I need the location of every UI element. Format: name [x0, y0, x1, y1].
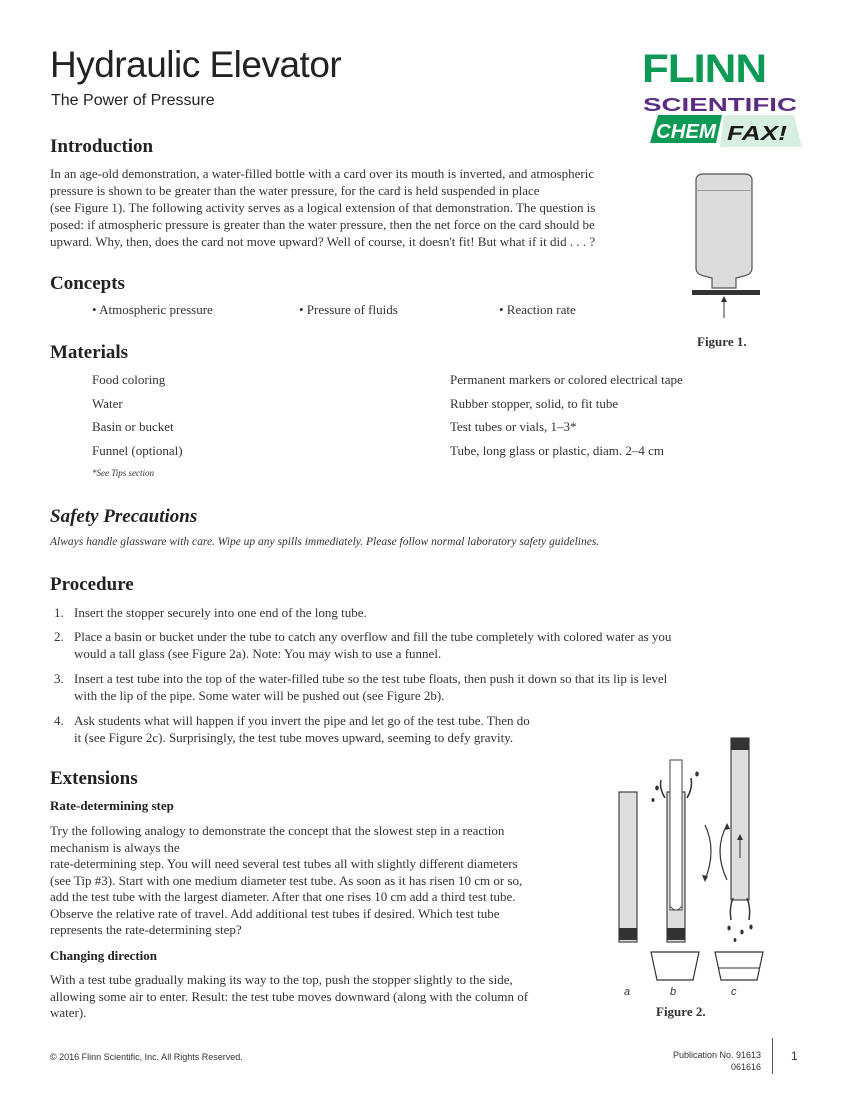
ext-line: allowing some air to enter. Result: the test tube moves downward (along with the column of — [50, 988, 529, 1004]
procedure-heading: Procedure — [50, 574, 134, 595]
material-item: Basin or bucket — [92, 419, 174, 434]
rate-determining-text — [50, 823, 595, 939]
tube-c — [727, 738, 752, 942]
ext-line: (see Tip #3). Start with one medium diameter test tube. As soon as it has risen 10 cm or so, — [50, 872, 523, 888]
step-number: 1. — [54, 605, 64, 620]
step-line: Insert the stopper securely into one end of the long tube. — [74, 605, 367, 620]
intro-line: In an age-old demonstration, a water-filled bottle with a card over its mouth is inverted, and atmospheric — [50, 166, 595, 181]
logo-scientific-text: SCIENTIFIC — [643, 95, 797, 115]
extensions-heading: Extensions — [50, 768, 138, 789]
concept-item: • Pressure of fluids — [299, 302, 398, 317]
ext-line: represents the rate-determining step? — [50, 922, 242, 937]
material-item: Rubber stopper, solid, to fit tube — [450, 396, 619, 411]
ext-line: rate-determining step. You will need several test tubes all with slightly different diameters — [50, 856, 518, 871]
material-item: Test tubes or vials, 1–3* — [450, 419, 577, 434]
intro-line: upward. Why, then, does the card not move upward? Well of course, it doesn't fit! But what if it did . . . ? — [50, 234, 596, 249]
page-number: 1 — [791, 1049, 798, 1063]
page-title: Hydraulic Elevator — [50, 44, 342, 85]
figure-2-label-b: b — [670, 986, 677, 998]
materials-note: *See Tips section — [92, 468, 154, 478]
publication-code: 061616 — [730, 1062, 761, 1072]
tube-a — [619, 792, 637, 942]
ext-line: water). — [50, 1005, 87, 1020]
intro-line: posed: if atmospheric pressure is greater than the water pressure, then the net force on the card should be — [50, 217, 595, 232]
arrow-head — [721, 296, 727, 302]
introduction-heading: Introduction — [50, 136, 154, 157]
introduction-text — [50, 165, 665, 250]
page-subtitle: The Power of Pressure — [51, 92, 215, 109]
basin-b — [651, 952, 699, 980]
inverted-bottle — [696, 174, 752, 288]
water-line — [696, 190, 752, 191]
intro-line: pressure is shown to be greater than the water pressure, for the card is held suspended in place — [50, 183, 540, 198]
publication-number: Publication No. 91613 — [672, 1050, 761, 1060]
intro-line: (see Figure 1). The following activity serves as a logical extension of that demonstration. The question is — [50, 200, 596, 215]
arrow-head — [702, 875, 708, 882]
step-line: it (see Figure 2c). Surprisingly, the test tube moves upward, seeming to defy gravity. — [74, 730, 514, 745]
material-item: Food coloring — [92, 372, 166, 387]
step-line: Place a basin or bucket under the tube to catch any overflow and fill the tube completely with colored water as you — [74, 629, 672, 644]
ext-line: Observe the relative rate of travel. Add additional test tubes if desired. Which test tube — [50, 905, 500, 921]
figure-2-label-a: a — [624, 986, 631, 998]
ext-line: add the test tube with the largest diameter. After that one rises 10 cm add a third test tube. — [50, 889, 516, 904]
inversion-arrow — [705, 825, 711, 880]
figure-1-caption: Figure 1. — [697, 334, 747, 349]
logo-fax-text: FAX! — [727, 123, 788, 145]
step-number: 2. — [54, 629, 64, 644]
concept-item: • Atmospheric pressure — [92, 302, 213, 317]
copyright-text: © 2016 Flinn Scientific, Inc. All Rights Reserved. — [50, 1052, 243, 1062]
ext-line: With a test tube gradually making its way to the top, push the stopper slightly to the side, — [50, 972, 513, 987]
changing-direction-heading: Changing direction — [50, 948, 158, 963]
safety-heading: Safety Precautions — [50, 506, 198, 527]
figure-1-bottle-diagram — [688, 170, 764, 325]
material-item: Water — [92, 396, 123, 411]
step-number: 3. — [54, 671, 64, 686]
step-line: Insert a test tube into the top of the water-filled tube so the test tube floats, then push it down so that its lip is level — [74, 671, 668, 686]
flinn-logo — [636, 48, 806, 152]
arrow-head — [724, 823, 730, 830]
ext-line: mechanism is always the — [50, 839, 180, 855]
ext-line: Try the following analogy to demonstrate the concept that the slowest step in a reaction — [50, 823, 505, 838]
material-item: Permanent markers or colored electrical tape — [450, 372, 683, 387]
figure-2-caption: Figure 2. — [656, 1004, 706, 1019]
tube-b — [652, 760, 699, 942]
step-number: 4. — [54, 713, 64, 728]
material-item: Tube, long glass or plastic, diam. 2–4 cm — [450, 443, 665, 458]
publication-info — [673, 1049, 761, 1073]
materials-heading: Materials — [50, 342, 129, 363]
rate-determining-heading: Rate-determining step — [50, 798, 174, 813]
logo-flinn-text: FLINN — [642, 48, 766, 91]
basin-c — [715, 952, 763, 980]
step-line: Ask students what will happen if you invert the pipe and let go of the test tube. Then do — [74, 713, 530, 728]
footer-divider — [772, 1038, 773, 1074]
concepts-heading: Concepts — [50, 273, 125, 294]
concept-item: • Reaction rate — [499, 302, 576, 317]
step-line: would a tall glass (see Figure 2a). Note: You may wish to use a funnel. — [74, 646, 442, 661]
figure-2-diagram — [605, 730, 780, 990]
step-line: with the lip of the pipe. Some water will be pushed out (see Figure 2b). — [74, 688, 445, 703]
card — [692, 290, 760, 295]
safety-text: Always handle glassware with care. Wipe up any spills immediately. Please follow normal laboratory safety guidelines. — [50, 536, 600, 548]
material-item: Funnel (optional) — [92, 443, 183, 458]
logo-chem-text: CHEM — [656, 121, 718, 143]
inversion-arrow — [720, 825, 727, 880]
figure-2-label-c: c — [731, 986, 737, 998]
changing-direction-text — [50, 972, 595, 1022]
